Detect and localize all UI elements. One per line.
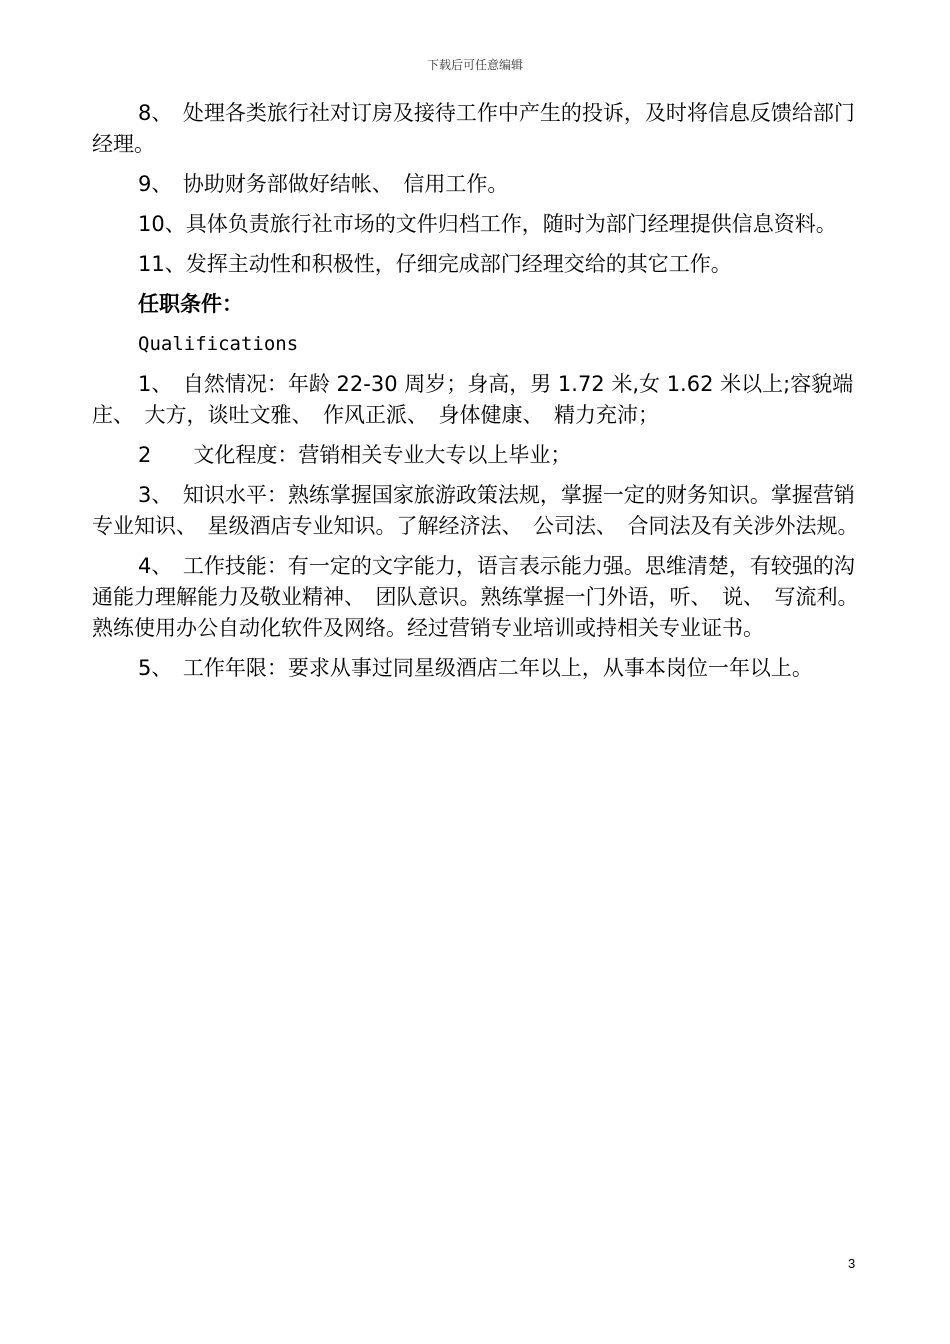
page-number: 3 (848, 1256, 856, 1271)
duty-item-9: 9、 协助财务部做好结帐、 信用工作。 (138, 172, 509, 196)
section-subtitle: Qualifications (138, 333, 299, 355)
qualification-item-2: 2 文化程度：营销相关专业大专以上毕业； (138, 443, 572, 467)
qualification-item-5: 5、 工作年限：要求从事过同星级酒店二年以上，从事本岗位一年以上。 (138, 656, 813, 680)
qualification-item-3: 3、 知识水平：熟练掌握国家旅游政策法规，掌握一定的财务知识。掌握营销专业知识、 星级酒店专业知识。了解经济法、 公司法、 合同法及有关涉外法规。 (92, 483, 859, 538)
section-title: 任职条件： (138, 292, 243, 316)
duty-item-11: 11、发挥主动性和积极性，仔细完成部门经理交给的其它工作。 (138, 252, 732, 276)
document-body (92, 98, 862, 693)
qualification-item-1: 1、 自然情况：年龄 22-30 周岁；身高，男 1.72 米,女 1.62 米以上;容貌端庄、 大方，谈吐文雅、 作风正派、 身体健康、 精力充沛； (92, 372, 854, 427)
duty-item-8: 8、 处理各类旅行社对订房及接待工作中产生的投诉，及时将信息反馈给部门经理。 (92, 101, 855, 156)
duty-item-10: 10、具体负责旅行社市场的文件归档工作，随时为部门经理提供信息资料。 (138, 212, 837, 236)
page-header: 下载后可任意编辑 (426, 58, 523, 72)
qualification-item-4: 4、 工作技能：有一定的文字能力，语言表示能力强。思维清楚，有较强的沟通能力理解能力及敬业精神、 团队意识。熟练掌握一门外语，听、 说、 写流利。熟练使用办公自动化软件及网络。经过营销专业培训或持相关专业证书。 (92, 554, 859, 640)
